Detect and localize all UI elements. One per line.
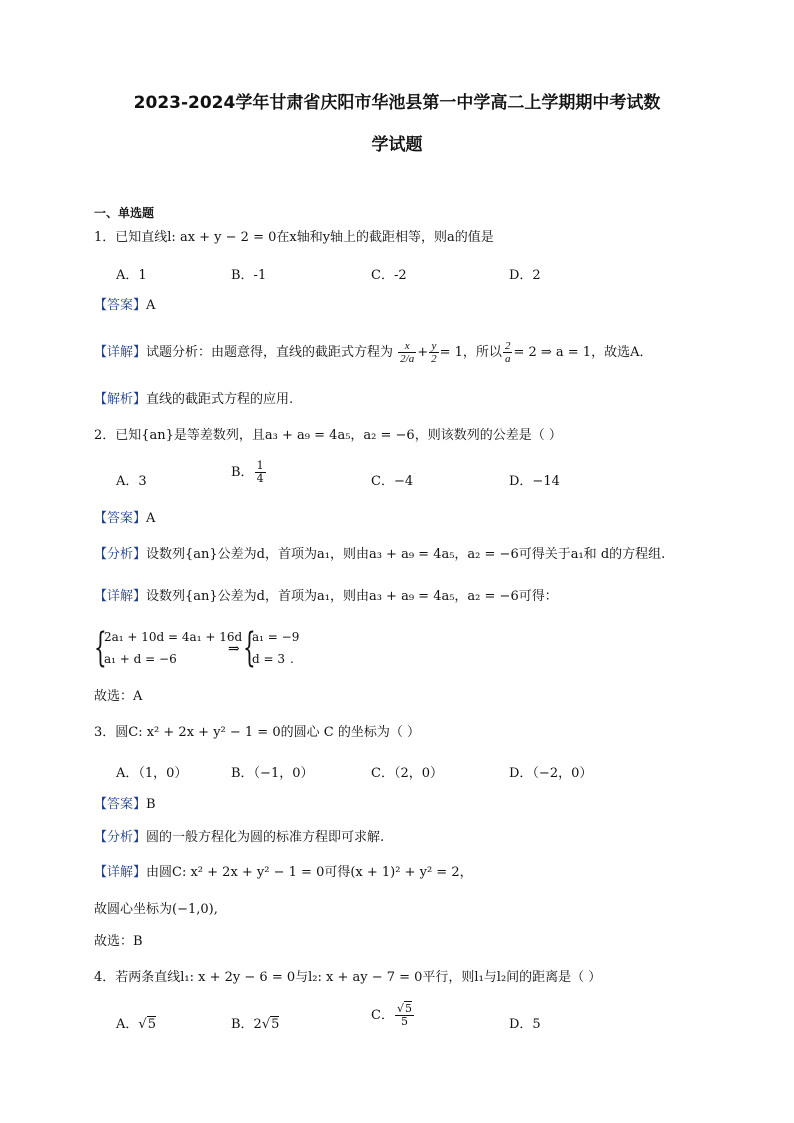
q2-stem: 2．已知{an}是等差数列，且a₃ + a₉ = 4a₅，a₂ = −6，则该数列的公差是（ ） — [94, 428, 562, 443]
q3-option-d: D．（−2，0） — [509, 766, 593, 781]
q3-option-c: C．（2，0） — [371, 766, 443, 781]
q2-option-c: C．−4 — [371, 474, 414, 489]
q3-center: 故圆心坐标为(−1,0), — [94, 902, 218, 917]
q3-detail-text: 由圆C: x² + 2x + y² − 1 = 0可得(x + 1)² + y² = 2， — [146, 865, 473, 880]
q1-options — [116, 264, 676, 284]
q2-option-d: D．−14 — [509, 474, 560, 489]
q1-detail-text: 试题分析：由题意得，直线的截距式方程为 — [146, 345, 394, 360]
q3-answer — [94, 796, 156, 814]
q1-option-b: B．-1 — [231, 268, 267, 283]
answer-value: A — [146, 298, 156, 313]
q4-options — [116, 1002, 676, 1033]
q2-conclusion: 故选：A — [94, 689, 143, 704]
q2-option-a: A．3 — [116, 474, 147, 489]
q2-analysis — [94, 546, 665, 564]
analysis-tag: 【解析】 — [94, 392, 147, 407]
answer-value: A — [146, 511, 156, 526]
q1-detail-end: = 2 ⇒ a = 1，故选A． — [513, 345, 653, 360]
q2-detail — [94, 588, 558, 606]
q1-eq: = 1，所以 — [439, 345, 502, 360]
q1-option-d: D．2 — [509, 268, 541, 283]
q2-period: . — [290, 652, 294, 666]
q3-detail — [94, 864, 473, 882]
answer-tag: 【答案】 — [94, 298, 147, 313]
q1-option-c: C．-2 — [371, 268, 407, 283]
q1-fraction-2a: $\frac{2}{a}$ — [504, 340, 511, 365]
q2-result-d: d = 3 — [252, 652, 285, 666]
q1-option-a: A．1 — [116, 268, 147, 283]
q1-fraction-y: $\frac{y}{2}$ — [431, 340, 437, 365]
q4-option-c-fraction: $\frac{√5}{5}$ — [396, 1002, 412, 1028]
answer-tag: 【答案】 — [94, 797, 147, 812]
document-title-line1: 2023-2024学年甘肃省庆阳市华池县第一中学高二上学期期中考试数 — [133, 93, 661, 113]
q1-answer — [94, 297, 155, 315]
q2-analysis-text: 设数列{an}公差为d，首项为a₁，则由a₃ + a₉ = 4a₅，a₂ = −6可得关于a₁和 d的方程组. — [146, 547, 666, 562]
q1-plus: + — [417, 345, 429, 360]
system-brace-left: { — [94, 625, 107, 671]
q3-analysis — [94, 829, 384, 847]
q3-analysis-text: 圆的一般方程化为圆的标准方程即可求解. — [146, 830, 385, 845]
q2-system-eq2: a₁ + d = −6 — [104, 652, 177, 666]
detail-tag: 【详解】 — [94, 589, 147, 604]
q1-analysis-text: 直线的截距式方程的应用. — [146, 392, 294, 407]
analysis-tag: 【分析】 — [94, 830, 147, 845]
system-brace-right: { — [243, 625, 256, 671]
q3-conclusion: 故选：B — [94, 934, 143, 949]
q3-option-a: A．（1，0） — [116, 766, 188, 781]
analysis-tag: 【分析】 — [94, 547, 147, 562]
answer-value: B — [146, 797, 156, 812]
q2-answer — [94, 510, 155, 528]
q3-option-b: B．（−1，0） — [231, 766, 314, 781]
detail-tag: 【详解】 — [94, 345, 147, 360]
q4-option-d: D．5 — [509, 1017, 541, 1032]
section-heading: 一、单选题 — [94, 206, 155, 220]
q1-detail — [94, 333, 652, 373]
q4-stem: 4．若两条直线l₁: x + 2y − 6 = 0与l₂: x + ay − 7 = 0平行，则l₁与l₂间的距离是（ ） — [94, 970, 602, 985]
q1-stem: 1．已知直线l: ax + y − 2 = 0在x轴和y轴上的截距相等，则a的值是 — [94, 230, 494, 245]
detail-tag: 【详解】 — [94, 865, 147, 880]
q2-result-a1: a₁ = −9 — [252, 630, 300, 644]
q2-system-eq1: 2a₁ + 10d = 4a₁ + 16d — [104, 630, 243, 644]
q2-option-b: B． $\frac{1}{4}$ — [231, 459, 264, 485]
q1-analysis — [94, 391, 293, 409]
q3-stem: 3．圆C: x² + 2x + y² − 1 = 0的圆心 C 的坐标为（ ） — [94, 725, 420, 740]
q4-option-a: A．√5 — [116, 1017, 156, 1032]
implies-arrow: ⇒ — [228, 641, 240, 657]
answer-tag: 【答案】 — [94, 511, 147, 526]
document-title-line2: 学试题 — [371, 135, 423, 155]
q3-options — [116, 762, 676, 782]
q2-options — [116, 459, 676, 490]
q2-option-b-fraction: $\frac{1}{4}$ — [256, 459, 264, 485]
q4-option-b: B．2√5 — [231, 1017, 280, 1032]
q4-option-c: C． $\frac{√5}{5}$ — [371, 1002, 412, 1028]
q2-detail-text: 设数列{an}公差为d，首项为a₁，则由a₃ + a₉ = 4a₅，a₂ = −6可得： — [146, 589, 558, 604]
q1-fraction-x: $\frac{x}{2/a}$ — [400, 340, 415, 365]
